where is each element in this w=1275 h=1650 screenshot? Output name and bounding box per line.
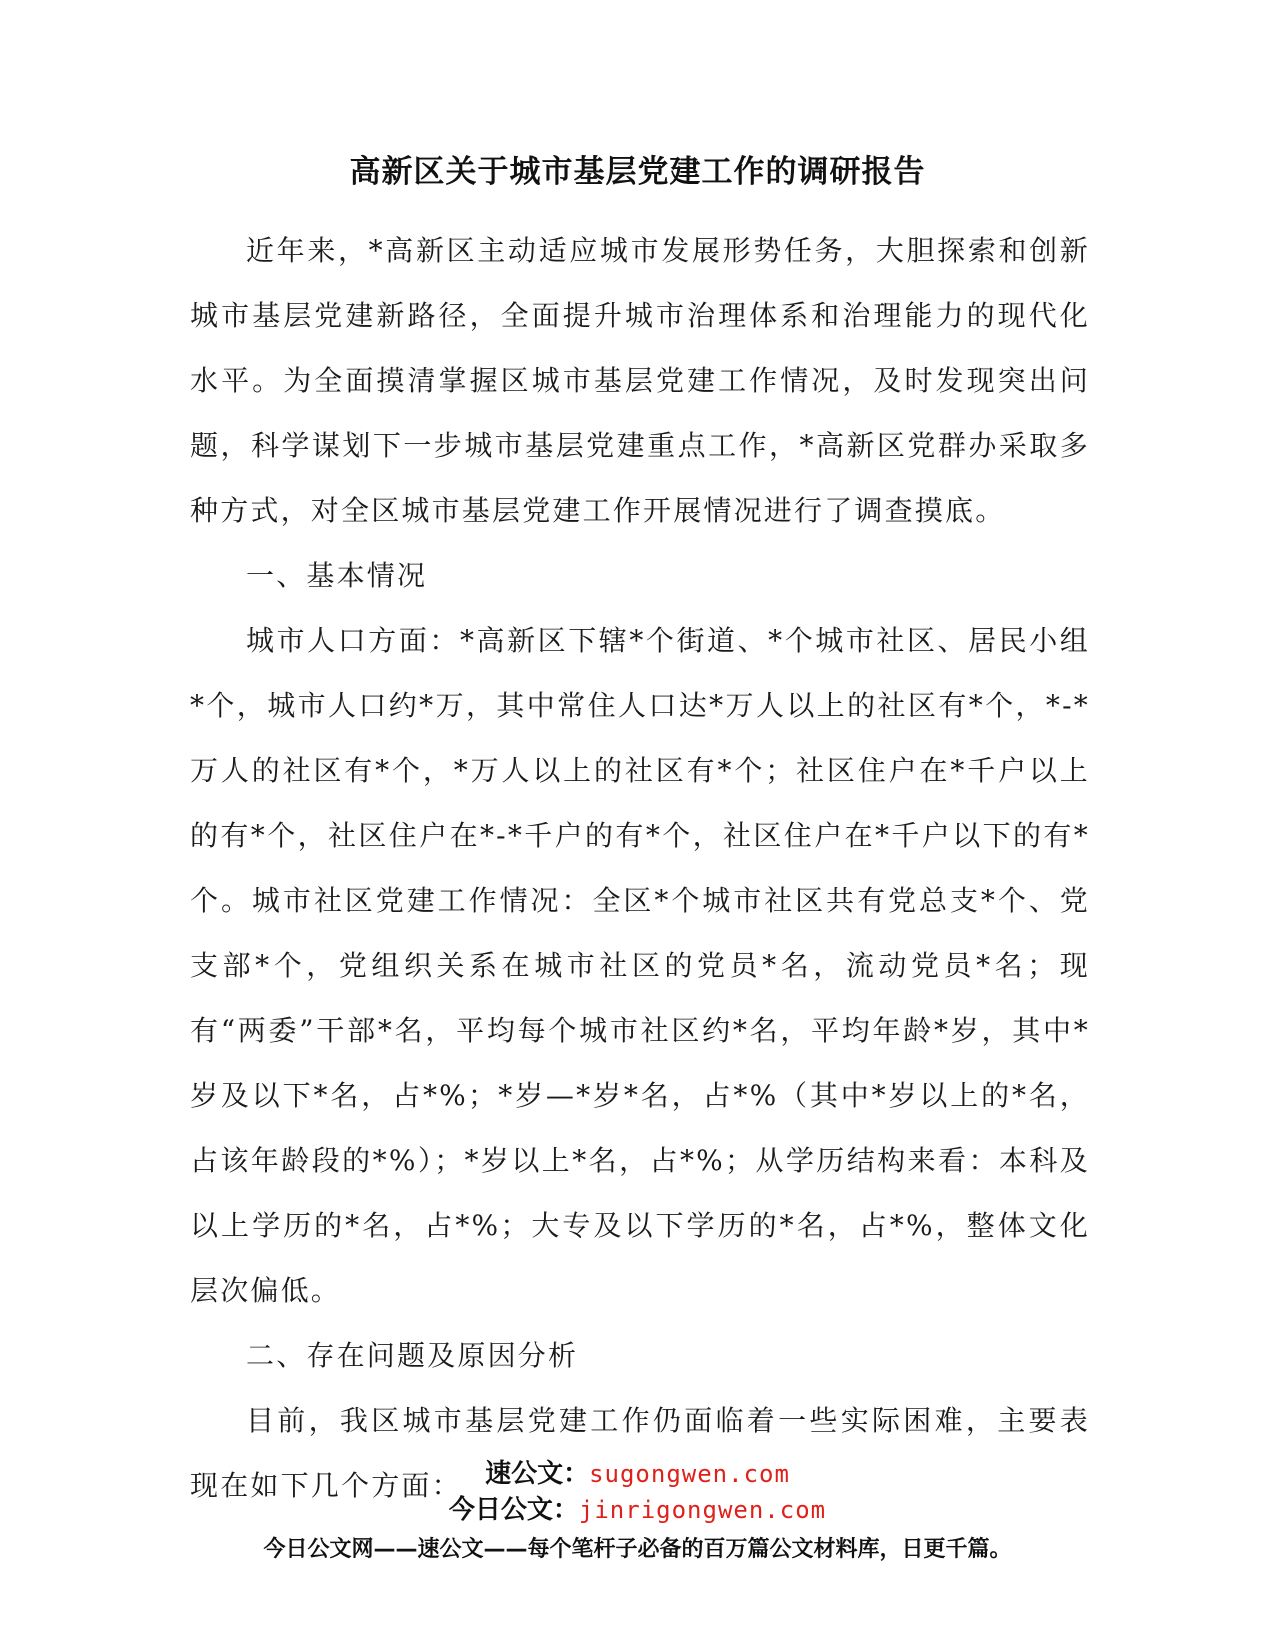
footer-line-sugongwen	[0, 1456, 1275, 1492]
intro-paragraph: 近年来，*高新区主动适应城市发展形势任务，大胆探索和创新城市基层党建新路径，全面提升城市治理体系和治理能力的现代化水平。为全面摸清掌握区城市基层党建工作情况，及时发现突出问题，科学谋划下一步城市基层党建重点工作，*高新区党群办采取多种方式，对全区城市基层党建工作开展情况进行了调查摸底。	[190, 234, 1090, 527]
problems-intro-paragraph: 目前，我区城市基层党建工作仍面临着一些实际困难，主要表现在如下几个方面：	[190, 1404, 1090, 1502]
watermark-footer	[0, 1456, 1275, 1570]
footer-label-sugongwen: 速公文：	[485, 1459, 590, 1489]
document-title: 高新区关于城市基层党建工作的调研报告	[349, 154, 926, 190]
footer-link-jinrigongwen[interactable]: jinrigongwen.com	[578, 1496, 827, 1524]
section-heading-problems: 二、存在问题及原因分析	[246, 1339, 579, 1372]
population-paragraph: 城市人口方面：*高新区下辖*个街道、*个城市社区、居民小组*个，城市人口约*万，其中常住人口达*万人以上的社区有*个，*-*万人的社区有*个，*万人以上的社区有*个；社区住户在*千户以上的有*个，社区住户在*-*千户的有*个，社区住户在*千户以下的有*个。城市社区党建工作情况：全区*个城市社区共有党总支*个、党支部*个，党组织关系在城市社区的党员*名，流动党员*名；现有“两委”干部*名，平均每个城市社区约*名，平均年龄*岁，其中*岁及以下*名，占*%；*岁—*岁*名，占*%（其中*岁以上的*名，占该年龄段的*%）；*岁以上*名，占*%；从学历结构来看：本科及以上学历的*名，占*%；大专及以下学历的*名，占*%，整体文化层次偏低。	[190, 624, 1090, 1307]
footer-slogan: 今日公文网——速公文——每个笔杆子必备的百万篇公文材料库，日更千篇。	[263, 1537, 1012, 1562]
document-body	[190, 218, 1090, 1518]
section-heading-basic-situation: 一、基本情况	[246, 559, 428, 592]
footer-label-jinrigongwen: 今日公文：	[448, 1495, 579, 1525]
footer-line-jinrigongwen	[0, 1492, 1275, 1528]
footer-link-sugongwen[interactable]: sugongwen.com	[589, 1460, 790, 1488]
